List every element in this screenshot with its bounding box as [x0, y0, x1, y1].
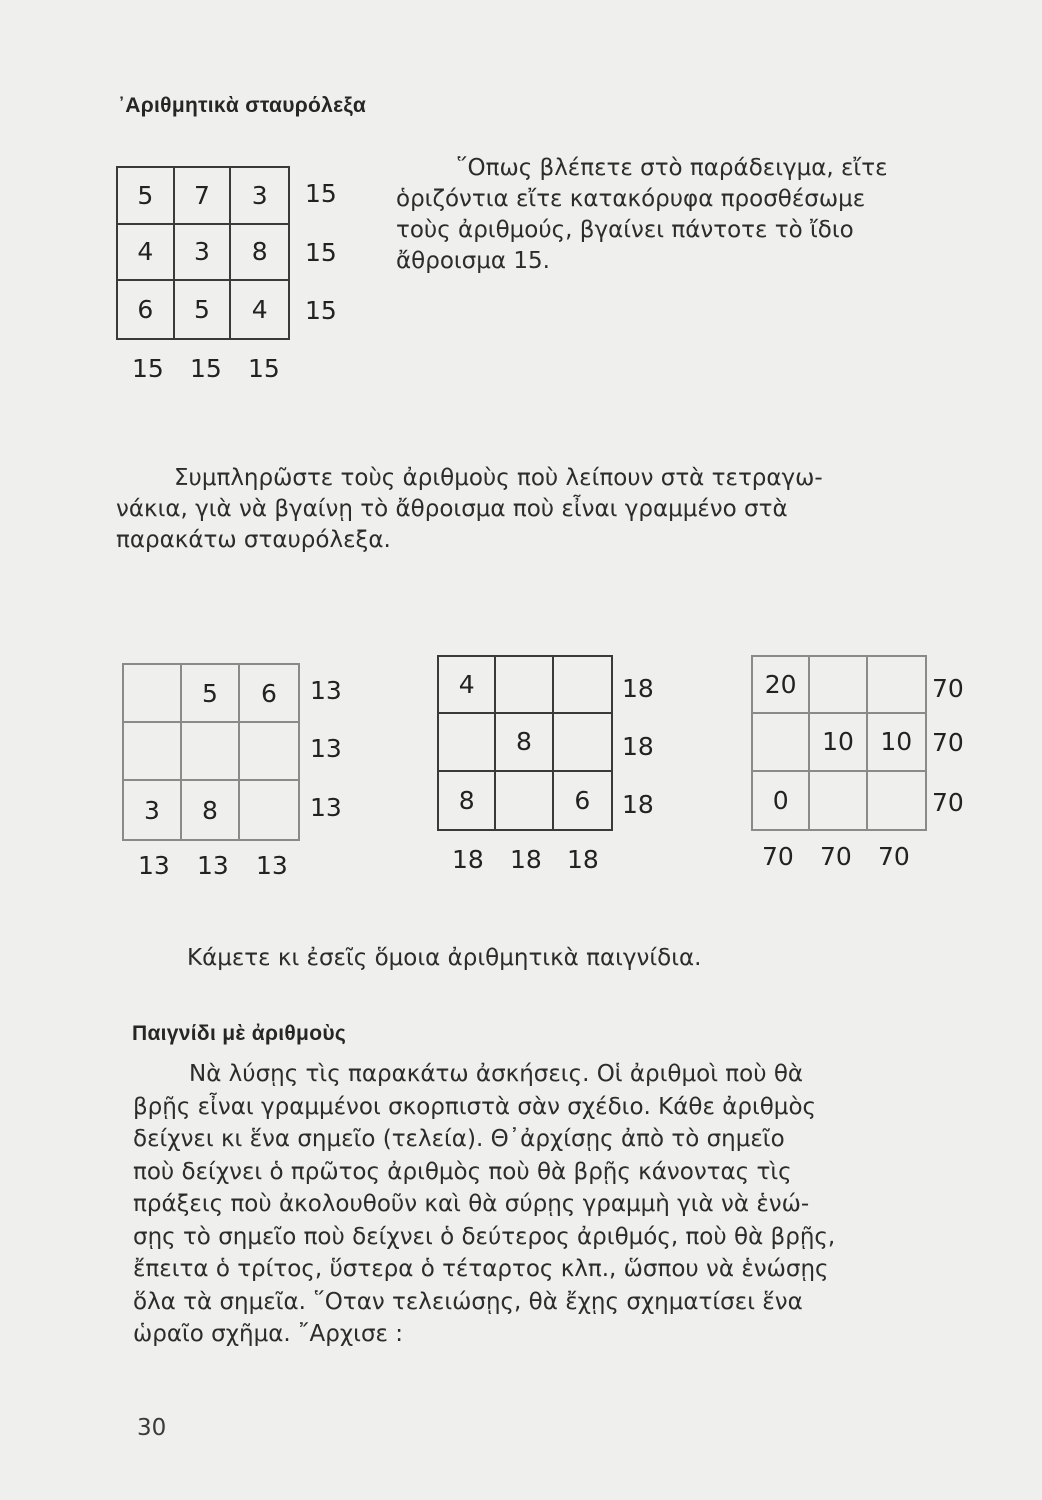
puzzle2-col-sum: 18 — [567, 845, 599, 874]
puzzle1-row-sum: 13 — [310, 676, 342, 705]
puzzle3-cell — [753, 714, 810, 771]
puzzle1-cell: 8 — [182, 781, 240, 839]
puzzle1-cell: 3 — [124, 781, 182, 839]
text-line: ἔπειτα ὁ τρίτος, ὕστερα ὁ τέταρτος κλπ., ὥσπου νὰ ἑνώσῃς — [133, 1256, 829, 1282]
example-cell: 8 — [231, 225, 288, 282]
puzzle3-cell: 10 — [868, 714, 925, 771]
puzzle3-cell — [868, 657, 925, 714]
puzzle2-row-sum: 18 — [622, 732, 654, 761]
puzzle1-col-sum: 13 — [138, 851, 170, 880]
puzzle2-cell: 8 — [496, 714, 553, 771]
example-row-sum: 15 — [305, 296, 337, 325]
puzzle3-col-sum: 70 — [878, 842, 910, 871]
puzzle3-cell — [868, 772, 925, 829]
text-line: ἄθροισμα 15. — [396, 248, 550, 274]
example-cell: 7 — [175, 168, 232, 225]
example-row-sum: 15 — [305, 179, 337, 208]
puzzle2-cell — [439, 714, 496, 771]
puzzle1-cell: 5 — [182, 665, 240, 723]
page-number: 30 — [137, 1415, 167, 1441]
puzzle3-row-sum: 70 — [932, 728, 964, 757]
puzzle3-cell — [810, 657, 867, 714]
text-line: ῞Οπως βλέπετε στὸ παράδειγμα, εἴτε — [456, 155, 888, 181]
puzzle3-row-sum: 70 — [932, 788, 964, 817]
text-line: νάκια, γιὰ νὰ βγαίνῃ τὸ ἄθροισμα ποὺ εἶναι γραμμένο στὰ — [116, 496, 788, 522]
text-line: βρῇς εἶναι γραμμένοι σκορπιστὰ σὰν σχέδιο. Κάθε ἀριθμὸς — [133, 1093, 817, 1120]
example-cell: 5 — [118, 168, 175, 225]
section-heading-number-game: Παιγνίδι μὲ ἀριθμοὺς — [132, 1022, 347, 1045]
text-line: δείχνει κι ἕνα σημεῖο (τελεία). Θ᾿ἀρχίσῃς ἀπὸ τὸ σημεῖο — [133, 1126, 785, 1152]
text-line: ὡραῖο σχῆμα. ῎Αρχισε : — [133, 1321, 404, 1347]
example-cell: 6 — [118, 281, 175, 338]
example-magic-square — [116, 166, 290, 340]
puzzle1-cell — [182, 723, 240, 781]
puzzle-grid-13 — [122, 663, 300, 841]
puzzle1-cell — [240, 723, 298, 781]
puzzle2-row-sum: 18 — [622, 790, 654, 819]
puzzle2-cell: 8 — [439, 772, 496, 829]
example-cell: 5 — [175, 281, 232, 338]
number-game-instructions — [133, 1058, 835, 1351]
text-line: πράξεις ποὺ ἀκολουθοῦν καὶ θὰ σύρῃς γραμμὴ γιὰ νὰ ἑνώ- — [133, 1191, 810, 1217]
text-line: Συμπληρῶστε τοὺς ἀριθμοὺς ποὺ λείπουν στὰ τετραγω- — [174, 465, 823, 491]
puzzle3-cell: 20 — [753, 657, 810, 714]
puzzle1-cell — [124, 723, 182, 781]
text-line: Νὰ λύσῃς τὶς παρακάτω ἀσκήσεις. Οἱ ἀριθμοὶ ποὺ θὰ — [189, 1061, 804, 1087]
puzzle2-col-sum: 18 — [510, 845, 542, 874]
fill-in-instruction — [116, 463, 823, 556]
puzzle2-cell: 6 — [574, 785, 591, 815]
puzzle3-cell: 0 — [753, 772, 810, 829]
text-line: ποὺ δείχνει ὁ πρῶτος ἀριθμὸς ποὺ θὰ βρῇς κάνοντας τὶς — [133, 1158, 792, 1185]
text-line: σῃς τὸ σημεῖο ποὺ δείχνει ὁ δεύτερος ἀριθμός, ποὺ θὰ βρῇς, — [133, 1223, 836, 1250]
puzzle2-cell — [554, 714, 611, 771]
closing-line: Κάμετε κι ἐσεῖς ὅμοια ἀριθμητικὰ παιγνίδια. — [187, 945, 702, 971]
puzzle3-row-sum: 70 — [932, 674, 964, 703]
example-explanation — [396, 153, 888, 277]
example-col-sum: 15 — [190, 354, 222, 383]
puzzle3-cell — [810, 772, 867, 829]
puzzle1-row-sum: 13 — [310, 734, 342, 763]
puzzle1-cell — [124, 665, 182, 723]
puzzle3-col-sum: 70 — [820, 842, 852, 871]
puzzle1-col-sum: 13 — [256, 851, 288, 880]
puzzle2-row-sum: 18 — [622, 674, 654, 703]
puzzle1-cell: 6 — [240, 665, 298, 723]
example-cell: 4 — [118, 225, 175, 282]
example-col-sum: 15 — [248, 354, 280, 383]
example-cell: 3 — [175, 225, 232, 282]
puzzle3-col-sum: 70 — [762, 842, 794, 871]
puzzle2-cell — [554, 657, 611, 714]
puzzle2-cell: 4 — [439, 657, 496, 714]
example-cell: 3 — [231, 168, 288, 225]
puzzle2-col-sum: 18 — [452, 845, 484, 874]
puzzle1-col-sum: 13 — [197, 851, 229, 880]
section-heading-arithmetic-crosswords: ᾿Αριθμητικὰ σταυρόλεξα — [118, 94, 367, 117]
text-line: ὅλα τὰ σημεῖα. ῞Οταν τελειώσῃς, θὰ ἔχῃς σχηματίσει ἕνα — [133, 1288, 803, 1315]
example-col-sum: 15 — [132, 354, 164, 383]
puzzle1-cell — [240, 781, 298, 839]
puzzle1-row-sum: 13 — [310, 793, 342, 822]
puzzle-grid-18 — [437, 655, 613, 831]
puzzle-grid-70 — [751, 655, 927, 831]
example-cell: 4 — [251, 295, 268, 325]
puzzle2-cell — [496, 772, 553, 829]
puzzle3-cell: 10 — [810, 714, 867, 771]
text-line: ὁριζόντια εἴτε κατακόρυφα προσθέσωμε — [396, 186, 866, 212]
text-line: τοὺς ἀριθμούς, βγαίνει πάντοτε τὸ ἴδιο — [396, 217, 854, 243]
puzzle2-cell — [496, 657, 553, 714]
example-row-sum: 15 — [305, 238, 337, 267]
text-line: παρακάτω σταυρόλεξα. — [116, 527, 391, 553]
